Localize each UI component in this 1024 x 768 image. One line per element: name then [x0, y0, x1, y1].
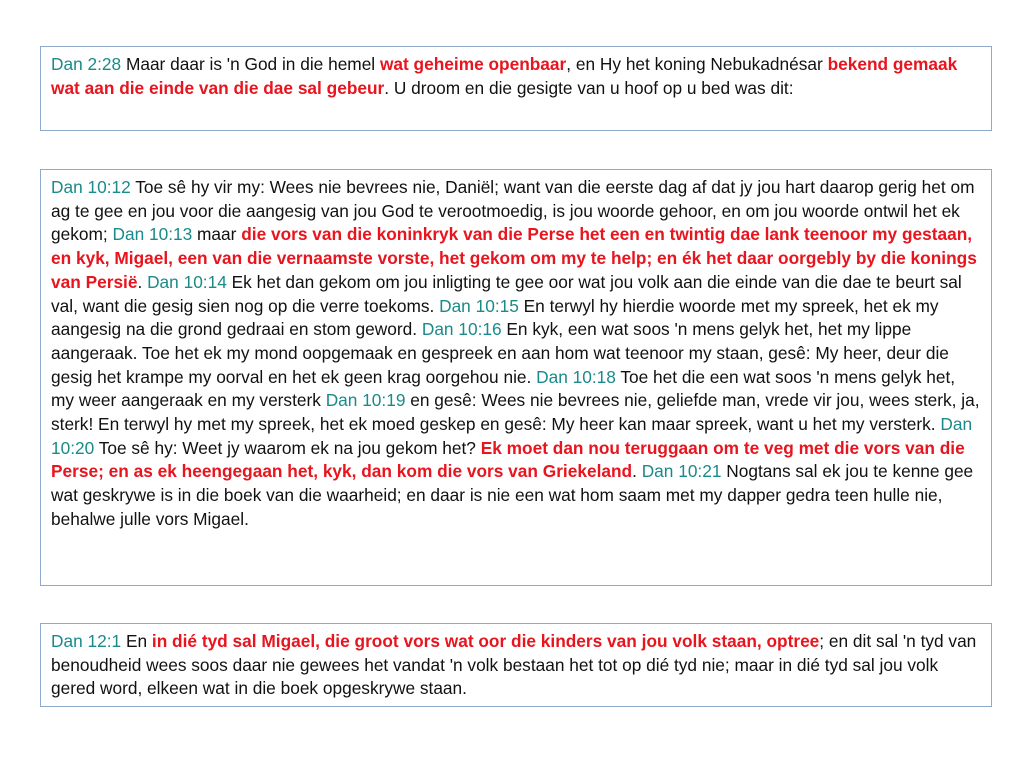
- verse-text: Toe het die een wat soos 'n mens gelyk het, my weer aangeraak en my versterk: [51, 366, 956, 411]
- verse-text: .: [632, 461, 642, 482]
- verse-text: En kyk, een wat soos 'n mens gelyk het, het my lippe aangeraak. Toe het ek my mond oopgemaak en gespreek en aan hom wat teenoor my staan, gesê: My heer, deur die gesig het krampe my oorval en het ek geen krag oorgehou nie.: [51, 319, 949, 387]
- verse-reference: Dan 10:12: [51, 177, 131, 197]
- highlighted-text: Ek moet dan nou teruggaan om te veg met die vors van die Perse; en as ek heengegaan het, kyk, dan kom die vors van Griekeland: [51, 437, 965, 482]
- verse-text: .: [137, 271, 148, 292]
- verse-text: Ek het dan gekom om jou inligting te gee oor wat jou volk aan die einde van die dae te beurt sal val, want die gesig sien nog op die verre toekoms.: [51, 271, 962, 316]
- verse-text: Toe sê hy vir my: Wees nie bevrees nie, Daniël; want van die eerste dag af dat jy jou hart daarop gerig het om ag te gee en jou voor die aangesig van jou God te verootmoedig, is jou woorde gehoor, en om jou woorde ontwil het ek gekom;: [51, 177, 975, 245]
- verse-reference: Dan 10:20: [51, 414, 973, 458]
- verse-reference: Dan 10:19: [325, 390, 406, 411]
- verse-reference: Dan 10:15: [439, 295, 519, 316]
- verse-text: . U droom en die gesigte van u hoof op u bed was dit:: [384, 77, 794, 98]
- verse-text: En terwyl hy hierdie woorde met my spreek, het ek my aangesig na die grond gedraai en stom geword.: [51, 295, 939, 340]
- verse-reference: Dan 10:14: [147, 271, 227, 292]
- verse-text: maar: [192, 224, 242, 245]
- verse-text: en gesê: Wees nie bevrees nie, geliefde man, vrede vir jou, wees sterk, ja, sterk! En terwyl hy met my spreek, het ek moed geskep en gesê: My heer kan maar spreek, want u het my versterk.: [51, 390, 980, 435]
- verse-box-dan-2-28: [40, 46, 992, 131]
- highlighted-text: bekend gemaak wat aan die einde van die dae sal gebeur: [51, 54, 958, 98]
- verse-box-dan-12-1: [40, 623, 992, 707]
- verse-text: ; en dit sal 'n tyd van benoudheid wees soos daar nie gewees het vandat 'n volk bestaan het tot op dié tyd nie; maar in dié tyd sal jou volk gered word, elkeen wat in die boek opgeskrywe staan.: [51, 631, 977, 699]
- highlighted-text: wat geheime openbaar: [379, 54, 567, 74]
- verse-reference: Dan 10:16: [421, 319, 502, 340]
- highlighted-text: in dié tyd sal Migael, die groot vors wat oor die kinders van jou volk staan, optree: [151, 631, 820, 651]
- verse-reference: Dan 10:18: [536, 366, 616, 387]
- highlighted-text: die vors van die koninkryk van die Perse het een en twintig dae lank teenoor my gestaan, en kyk, Migael, een van die vernaamste vorste, het gekom om my te help; en ék het daar oorgebly by die konings van Persië: [51, 224, 977, 292]
- verse-text: Toe sê hy: Weet jy waarom ek na jou gekom het?: [94, 437, 481, 458]
- verse-text: Maar daar is 'n God in die hemel: [121, 54, 380, 74]
- verse-text: En: [121, 631, 152, 651]
- verse-reference: Dan 2:28: [51, 54, 122, 74]
- verse-reference: Dan 12:1: [51, 631, 122, 651]
- verse-text: , en Hy het koning Nebukadnésar: [566, 54, 828, 74]
- verse-box-dan-10: [40, 169, 992, 586]
- verse-text: Nogtans sal ek jou te kenne gee wat geskrywe is in die boek van die waarheid; en daar is nie een wat hom saam met my dapper gedra teen hulle nie, behalwe julle vors Migael.: [51, 461, 974, 529]
- verse-reference: Dan 10:13: [112, 224, 193, 245]
- verse-reference: Dan 10:21: [641, 461, 722, 482]
